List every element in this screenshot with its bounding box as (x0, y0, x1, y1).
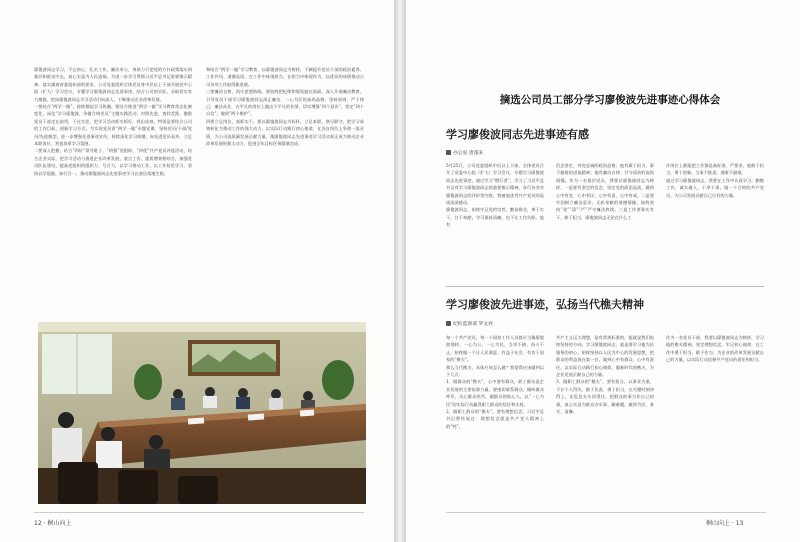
author-marker-icon (446, 150, 451, 155)
page-title: 摘选公司员工部分学习廖俊波先进事迹心得体会 (499, 94, 721, 106)
left-page-number: 12 · 桐山向上 (34, 520, 72, 527)
section-divider (446, 286, 764, 287)
section-2-title: 学习廖俊波先进事迹，弘扬当代樵夫精神 (446, 298, 644, 311)
left-page-column-2: 和结合“两学一做”学习教育，以廖俊波同志为榜样，不断提升党员干部的政治素养、工作作风、道德品质，在工作中体现担当，在担当中体现作为，以优异的成绩推动公司各项工作取得新进展。 三要廉洁自律，筑牢思想防线。要始终把纪律和规矩挺在前面，深入开展廉洁教育，引导党员干部学习廖俊波同志清正廉洁、一心为民的高尚品格，坚持原则，严于律己，廉洁从业，在平凡的岗位上做出不平凡的业绩，切实增强“四个意识”，坚定“四个自信”，做到“两个维护”。 四要立足岗位，真抓实干。要以廖俊波同志为标杆，立足本职，恪尽职守，把学习成效转化为推动工作的强大动力，以实际行动践行初心使命，在各自岗位上争创一流业绩，为公司高质量发展贡献力量，使廖俊波同志先进事迹学习活动真正成为推动企业改革发展的强大动力，促进全年目标任务圆满完成。 (206, 67, 364, 147)
right-footer-rule (446, 512, 766, 513)
left-footer-rule (34, 512, 364, 513)
section-1-title: 学习廖俊波同志先进事迹有感 (446, 128, 589, 141)
section-2-column-1: 每一个共产党员，每一个国家工作人员都应当像廖俊波那样，一心为公、一心为民，当审不挠，奋斗不止，始终做一个让人民满意、有益于社会、有功于国家的“樵夫”。 那么当代樵夫，具体应该怎么做？我觉得应该做到以下几点： 1、做群众的“樵夫”，心中要有群众，职工群众是企业发展的主要依靠力量，要密切联系群众，倾听群众呼声，关心群众疾苦，做群众的贴心人，以“一心为民”的实际行动赢得职工群众的信任和支持。 2、做职工群众的“樵夫”，要有理想信念，习近平总书记曾经说过：理想信念就是共产党人精神上的“钙”， (446, 335, 544, 429)
author-marker-icon (446, 321, 451, 326)
left-page (0, 0, 394, 542)
meeting-photo (38, 322, 366, 504)
meeting-room-image (38, 322, 366, 504)
section-1-byline (446, 149, 483, 156)
right-page-number: 桐山向上 · 13 (706, 520, 744, 527)
section-2-column-2: 共产主义远大理想，是有常规标准的，能就是我们始终坚持的方向。学习廖俊波同志，就是要学习他为民服务的初心，始终坚持以人民为中心的发展思想，把群众的利益放在第一位，做到心中有群众、心中有责任，以实际行动践行初心使命，做新时代的樵夫，为企业发展贡献自己的力量。 3、做职工群众的“樵夫”，要有担当，以事业为重，不计个人得失，敢于负责，勇于担当，在关键时刻冲得上，在危急关头顶得住，把群众的事当作自己的事，真心实意为群众办实事、解难题，做到为民、务实、清廉。 (556, 335, 654, 415)
section-2-byline (446, 320, 493, 327)
left-page-column-1: 廖俊波同志学习，不忘初心，扎实工作，廉洁奉公，身体力行把党的方针政策落实到基层和群众中去，真心实意为人民造福。为进一步学习贯彻习近平总书记重要指示精神，落实湖南省委组织部的要求，公司党委组织全体党员身中层以上干部开展党中心组（扩大）学习会议，专题学习廖俊波同志先进事迹，结合公司的实际，采取切实有力措施，把向廖俊波同志学习活动引向深入，不断推动企业改革发展。 一要结合“两学一做”，持续掀起学习热潮。要结合推进“两学一做”学习教育常态化制度化，深化“学习廖俊波，争做合格党员”主题实践活动，对照先进，查找差距，激励党员干部走在前列，干在实处，把学习活动抓实抓好，抓出成效，特别是要结合公司的工作目标，创新学习方式，为实现党员讲“两学一做”专题党课，坚持党员/干部/党员/先进典型，进一步增强先进事迹宣传，持续深化学习热潮，向先进党员看齐，立足本职岗位，营造浓厚学习氛围。 二要深入把握，结合“四好”领导班子、“四强”党组织、“四优”共产党员评选活动，结合企业实际，把学习活动与推进企业改革发展、重点工作、提质增效相结合，加强党员队伍建设，提高党组织的组织力、号召力，以学习推动工作，以工作检验学习，坚持以学促做、知行合一，推动廖俊波同志先进事迹学习在基层落地生根。 (34, 67, 192, 176)
right-page (406, 0, 800, 542)
section-2-column-3: 作为一名党员干部，我要以廖俊波同志为榜样，学习他的樵夫精神，坚定理想信念，牢记初心使命，在工作中勇于担当，敢于作为，为企业的改革发展贡献自己的力量，以实际行动诠释共产党员的责任和担当。 (666, 335, 764, 363)
section-1-column-2: 信念坚定、对党忠诚的政治品格；他有敢于担当、事不避难的进取精神；他有廉洁自律、甘守清贫的高尚情操。作为一名基层党员，我要以廖俊波同志为榜样，一是要有坚定的信念，坚定党的政治品质，做到心中有党、心中有民、心中有责、心中有戒。二是要牢固树立廉洁意识，无私奉献的道德情操，始终坚持“金”“清”“严”严守廉洁底线。三是工作要务实有干，敢于担当，廖俊波同志无论在什么工 (556, 163, 654, 220)
spread-gutter (394, 0, 406, 542)
section-1-column-1: 5月25日，公司党委组织中层以上干部、全体党员召开了党委中心组（扩大）学习会议，专题学习廖俊波同志先进事迹，通过学习“燃灯者”，学习了习近平总书记对学习廖俊波同志的重要指示精神，各行各业对廖俊波同志的评价等内容，我被他优秀共产党员的品质深深感动。 廖俊波同志，始终牢记党的宗旨，勤奋敬业，善于实干，甘于奉献，守可保持清廉，也不让工作失职。他有 (446, 163, 544, 228)
section-1-author: 办公室 唐蓬来 (453, 151, 484, 156)
section-1-column-3: 作岗位上都能把工作都是高标准、严要求，他敢于担当，勇于创新，当事不推责，遇事不避难。 通过学习廖俊波同志，我要在工作中认真学习，勤勉工作，诚实做人，干净干事，做一个合格的共产党员，为公司发展贡献自己应有的力量。 (666, 163, 764, 198)
section-2-author: 纪检监察部 罗文亮 (453, 322, 493, 327)
